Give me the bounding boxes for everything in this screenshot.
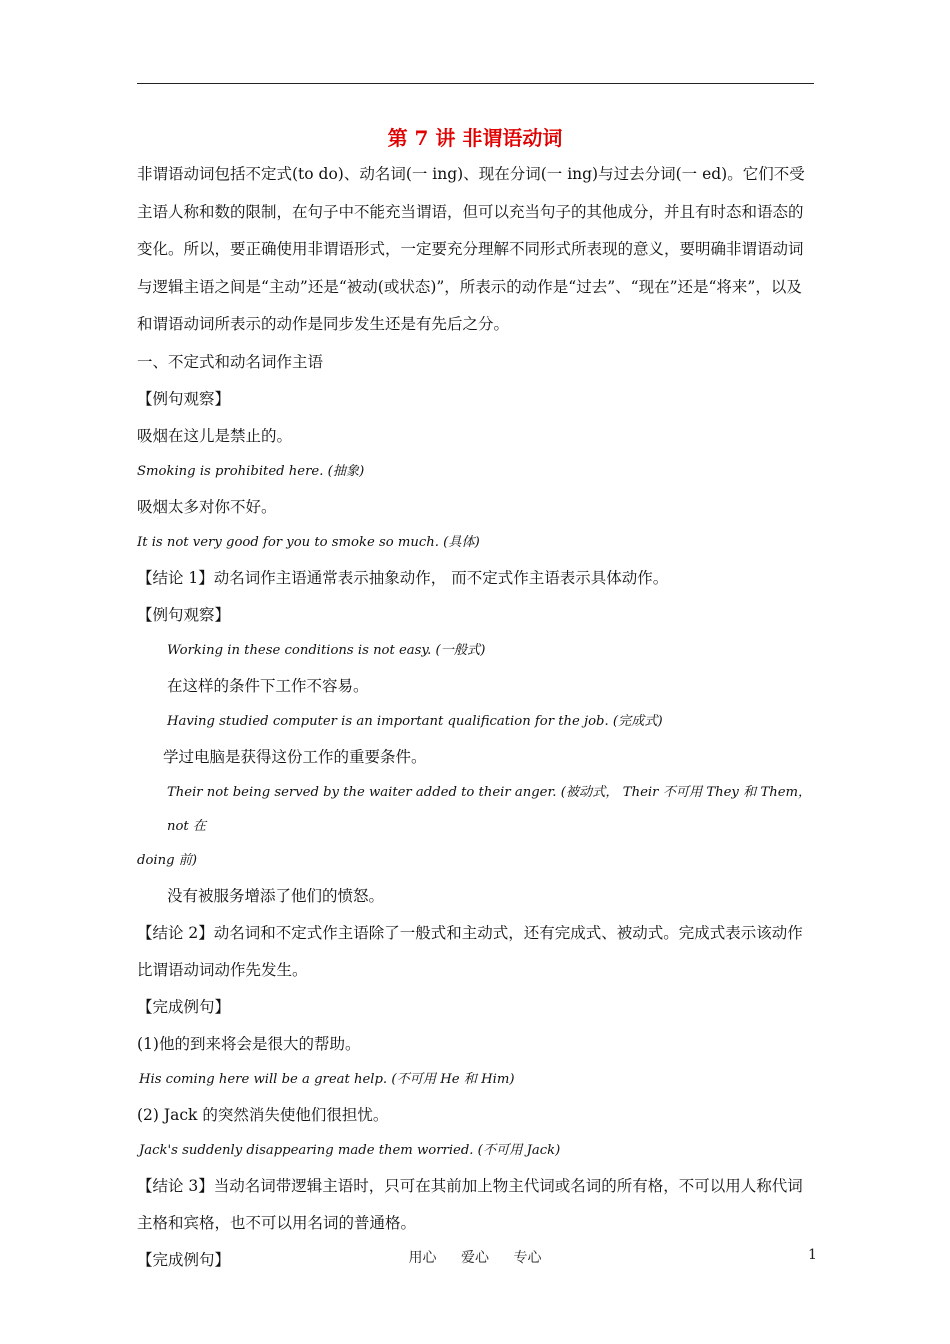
conclusion-1: 【结论 1】动名词作主语通常表示抽象动作， 而不定式作主语表示具体动作。	[137, 568, 669, 587]
page-title: 第 7 讲 非谓语动词	[387, 126, 563, 150]
document-body	[137, 156, 814, 1279]
exercise-chinese: (1)他的到来将会是很大的帮助。	[137, 1034, 361, 1053]
footer-text: 专心	[513, 1250, 542, 1266]
exercise-english: His coming here will be a great help. (不可用 He 和 Him)	[139, 1071, 515, 1087]
footer-text: 用心	[408, 1250, 437, 1266]
header-rule	[137, 83, 814, 84]
intro-paragraph: 非谓语动词包括不定式(to do)、动名词(一 ing)、现在分词(一 ing)与过去分词(一 ed)。它们不受主语人称和数的限制，在句子中不能充当谓语，但可以充当句子的其他成分，并且有时态和语态的变化。所以，要正确使用非谓语形式，一定要充分理解不同形式所表现的意义，要明确非谓语动词与逻辑主语之间是“主动”还是“被动(或状态)”，所表示的动作是“过去”、“现在”还是“将来”，以及和谓语动词所表示的动作是同步发生还是有先后之分。	[137, 165, 805, 333]
observation-label: 【例句观察】	[137, 605, 231, 624]
complete-examples-label: 【完成例句】	[137, 997, 231, 1016]
exercise-english: Jack's suddenly disappearing made them worried. (不可用 Jack)	[139, 1142, 561, 1158]
example-chinese: 吸烟在这儿是禁止的。	[137, 426, 293, 445]
example-chinese: 吸烟太多对你不好。	[137, 497, 277, 516]
example-english: Having studied computer is an important qualification for the job. (完成式)	[167, 713, 663, 729]
exercise-chinese: (2) Jack 的突然消失使他们很担忧。	[137, 1105, 389, 1124]
example-english-continued: doing 前)	[137, 852, 198, 868]
observation-label: 【例句观察】	[137, 389, 231, 408]
example-english: Smoking is prohibited here. (抽象)	[137, 463, 365, 479]
conclusion-2: 【结论 2】动名词和不定式作主语除了一般式和主动式，还有完成式、被动式。完成式表示该动作比谓语动词动作先发生。	[137, 923, 803, 979]
section-heading: 一、不定式和动名词作主语	[137, 352, 324, 371]
page-number: 1	[808, 1247, 817, 1263]
conclusion-3: 【结论 3】当动名词带逻辑主语时，只可在其前加上物主代词或名词的所有格，不可以用人称代词主格和宾格，也不可以用名词的普通格。	[137, 1176, 803, 1232]
example-english: It is not very good for you to smoke so much. (具体)	[137, 534, 480, 550]
example-english: Their not being served by the waiter added to their anger. (被动式， Their 不可用 They 和 Them， not 在	[167, 784, 812, 834]
example-chinese: 没有被服务增添了他们的愤怒。	[167, 886, 385, 905]
complete-examples-label: 【完成例句】	[137, 1250, 231, 1269]
footer-text: 爱心	[461, 1250, 489, 1266]
example-english: Working in these conditions is not easy. (一般式)	[167, 642, 486, 658]
example-chinese: 在这样的条件下工作不容易。	[167, 676, 369, 695]
example-chinese: 学过电脑是获得这份工作的重要条件。	[163, 747, 427, 766]
